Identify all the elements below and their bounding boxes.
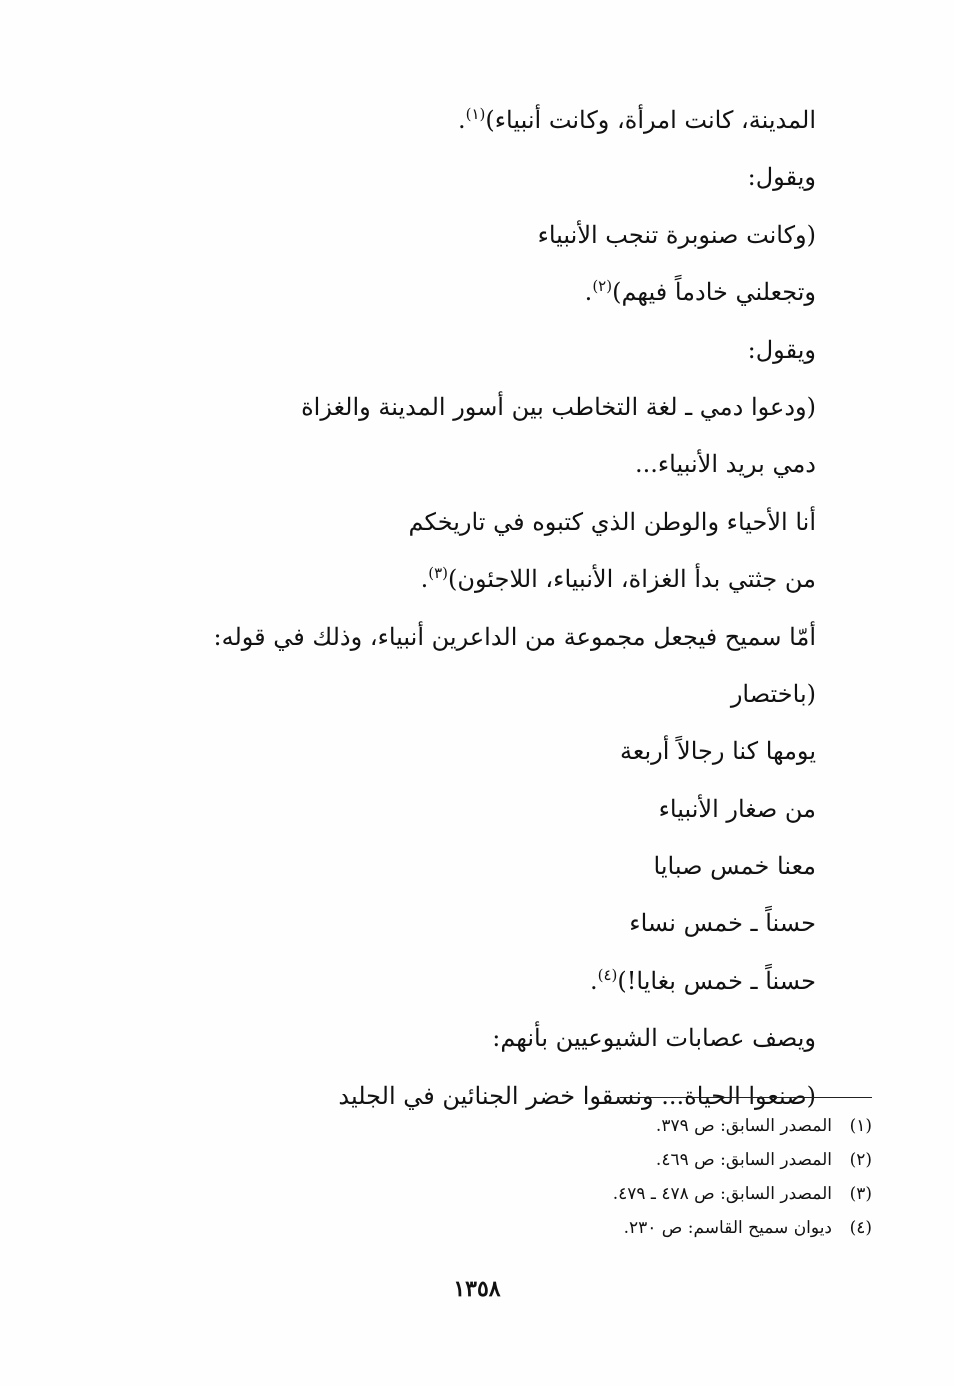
text-line: معنا خمس صبايا (653, 852, 816, 881)
footnote-marker: (٣) (428, 564, 449, 583)
text-line: المدينة، كانت امرأة، وكانت أنبياء)$^{(١)}$. (457, 105, 816, 134)
text-line: يومها كنا رجالاً أربعة (620, 737, 816, 766)
text-line: (وكانت صنوبرة تنجب الأنبياء (537, 220, 816, 249)
page-number: ١٣٥٨ (453, 1276, 501, 1302)
footnote-number: (١) (849, 1116, 872, 1136)
footnote-marker: (١) (465, 105, 486, 123)
footnote (452, 1109, 872, 1143)
footnotes (452, 1109, 872, 1245)
footnote-marker: (٤) (597, 965, 618, 984)
text-line: حسناً ـ خمس بغايا!)$^{(٤)}$. (589, 965, 816, 995)
text-line: ويصف عصابات الشيوعيين بأنهم: (492, 1024, 816, 1053)
footnote-separator (620, 1097, 872, 1098)
footnote-text: المصدر السابق: ص ٤٧٨ ـ ٤٧٩. (612, 1184, 832, 1204)
body-text (176, 92, 816, 1125)
footnote-number: (٢) (849, 1150, 872, 1170)
text-line: من صغار الأنبياء (658, 794, 816, 823)
text-line: (باختصار (730, 679, 816, 708)
footnote-number: (٣) (849, 1184, 872, 1204)
footnote-text: المصدر السابق: ص ٤٦٩. (655, 1150, 832, 1170)
footnote-text: ديوان سميح القاسم: ص ٢٣٠. (623, 1218, 832, 1238)
footnote (452, 1177, 872, 1211)
text-line: أنا الأحياء والوطن الذي كتبوه في تاريخكم (408, 507, 816, 536)
footnote (452, 1211, 872, 1245)
text-line: وتجعلني خادماً فيهم)$^{(٢)}$. (584, 277, 816, 307)
text-line: (صنعوا الحياة... ونسقوا خضر الجنائين في الجليد (338, 1081, 816, 1110)
footnote-marker: (٢) (592, 277, 613, 296)
text-line: من جثتي بدأ الغزاة، الأنبياء، اللاجئون)$^{(٣)}$. (420, 564, 816, 594)
footnote (452, 1143, 872, 1177)
text-line: أمّا سميح فيجعل مجموعة من الداعرين أنبياء، وذلك في قوله: (213, 622, 816, 651)
text-line: حسناً ـ خمس نساء (629, 909, 816, 938)
footnote-text: المصدر السابق: ص ٣٧٩. (655, 1116, 832, 1136)
footnote-number: (٤) (849, 1218, 872, 1238)
text-line: (ودعوا دمي ـ لغة التخاطب بين أسور المدينة والغزاة (301, 392, 816, 421)
text-line: ويقول: (747, 163, 816, 192)
text-line: دمي بريد الأنبياء... (634, 450, 816, 479)
text-line: ويقول: (747, 335, 816, 364)
